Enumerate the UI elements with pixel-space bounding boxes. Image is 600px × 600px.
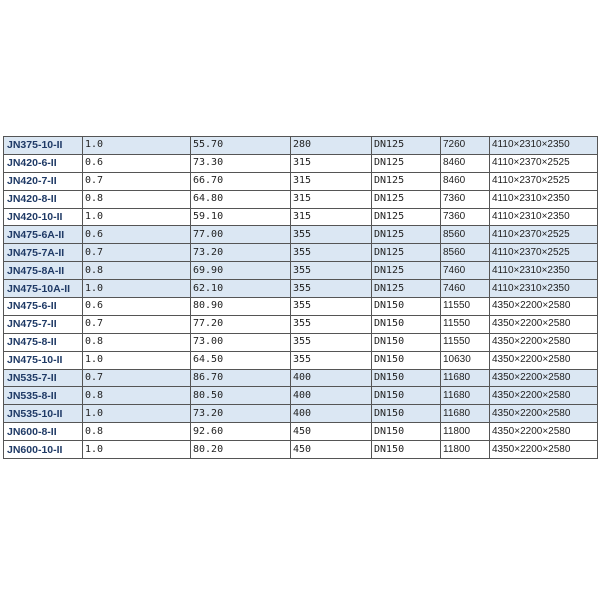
model-cell: JN475-8-II [4, 333, 83, 351]
value-cell-4: 315 [291, 172, 372, 190]
pipe-size-cell: DN125 [372, 226, 441, 244]
value-cell-3: 73.00 [191, 333, 291, 351]
model-cell: JN535-8-II [4, 387, 83, 405]
value-cell-6: 8560 [441, 226, 490, 244]
value-cell-6: 11550 [441, 333, 490, 351]
value-cell-4: 355 [291, 226, 372, 244]
dimensions-cell: 4110×2310×2350 [490, 137, 598, 155]
model-cell: JN600-8-II [4, 423, 83, 441]
table-row [4, 405, 598, 423]
pipe-size-cell: DN125 [372, 137, 441, 155]
pipe-size-cell: DN150 [372, 423, 441, 441]
value-cell-4: 355 [291, 244, 372, 262]
pressure-cell: 1.0 [83, 208, 191, 226]
dimensions-cell: 4110×2310×2350 [490, 280, 598, 298]
value-cell-6: 11680 [441, 387, 490, 405]
value-cell-4: 400 [291, 405, 372, 423]
table-row [4, 172, 598, 190]
value-cell-4: 355 [291, 262, 372, 280]
table-row [4, 369, 598, 387]
value-cell-3: 62.10 [191, 280, 291, 298]
value-cell-4: 315 [291, 190, 372, 208]
spec-sheet [3, 136, 597, 459]
value-cell-6: 11680 [441, 369, 490, 387]
dimensions-cell: 4350×2200×2580 [490, 315, 598, 333]
value-cell-6: 11680 [441, 405, 490, 423]
dimensions-cell: 4110×2310×2350 [490, 262, 598, 280]
pipe-size-cell: DN125 [372, 190, 441, 208]
model-cell: JN420-7-II [4, 172, 83, 190]
value-cell-3: 86.70 [191, 369, 291, 387]
pressure-cell: 0.6 [83, 298, 191, 316]
dimensions-cell: 4110×2370×2525 [490, 244, 598, 262]
value-cell-3: 55.70 [191, 137, 291, 155]
value-cell-3: 64.80 [191, 190, 291, 208]
pressure-cell: 1.0 [83, 405, 191, 423]
model-cell: JN475-6-II [4, 298, 83, 316]
pipe-size-cell: DN150 [372, 405, 441, 423]
value-cell-6: 11800 [441, 441, 490, 459]
value-cell-3: 73.20 [191, 405, 291, 423]
pipe-size-cell: DN150 [372, 315, 441, 333]
dimensions-cell: 4110×2370×2525 [490, 172, 598, 190]
pressure-cell: 1.0 [83, 280, 191, 298]
dimensions-cell: 4350×2200×2580 [490, 423, 598, 441]
value-cell-4: 355 [291, 280, 372, 298]
dimensions-cell: 4350×2200×2580 [490, 405, 598, 423]
table-row [4, 154, 598, 172]
value-cell-3: 92.60 [191, 423, 291, 441]
dimensions-cell: 4110×2370×2525 [490, 226, 598, 244]
pressure-cell: 0.8 [83, 423, 191, 441]
value-cell-4: 280 [291, 137, 372, 155]
pressure-cell: 0.7 [83, 369, 191, 387]
dimensions-cell: 4350×2200×2580 [490, 333, 598, 351]
pressure-cell: 0.6 [83, 154, 191, 172]
pressure-cell: 1.0 [83, 441, 191, 459]
pressure-cell: 0.8 [83, 190, 191, 208]
dimensions-cell: 4350×2200×2580 [490, 351, 598, 369]
value-cell-6: 11550 [441, 315, 490, 333]
value-cell-4: 355 [291, 351, 372, 369]
pipe-size-cell: DN125 [372, 244, 441, 262]
value-cell-6: 8460 [441, 172, 490, 190]
model-cell: JN475-10-II [4, 351, 83, 369]
dimensions-cell: 4110×2310×2350 [490, 208, 598, 226]
model-cell: JN475-6A-II [4, 226, 83, 244]
pipe-size-cell: DN150 [372, 387, 441, 405]
table-row [4, 315, 598, 333]
value-cell-6: 11550 [441, 298, 490, 316]
value-cell-3: 73.20 [191, 244, 291, 262]
pipe-size-cell: DN125 [372, 262, 441, 280]
value-cell-4: 355 [291, 333, 372, 351]
table-row [4, 137, 598, 155]
pipe-size-cell: DN150 [372, 441, 441, 459]
value-cell-4: 450 [291, 441, 372, 459]
table-row [4, 190, 598, 208]
pressure-cell: 0.8 [83, 262, 191, 280]
value-cell-3: 73.30 [191, 154, 291, 172]
model-cell: JN375-10-II [4, 137, 83, 155]
value-cell-3: 80.50 [191, 387, 291, 405]
value-cell-3: 64.50 [191, 351, 291, 369]
table-row [4, 244, 598, 262]
table-row [4, 441, 598, 459]
model-cell: JN535-10-II [4, 405, 83, 423]
value-cell-3: 80.90 [191, 298, 291, 316]
value-cell-3: 80.20 [191, 441, 291, 459]
dimensions-cell: 4350×2200×2580 [490, 298, 598, 316]
model-cell: JN600-10-II [4, 441, 83, 459]
table-row [4, 298, 598, 316]
pipe-size-cell: DN150 [372, 298, 441, 316]
model-cell: JN475-7A-II [4, 244, 83, 262]
value-cell-6: 7460 [441, 280, 490, 298]
value-cell-4: 400 [291, 369, 372, 387]
dimensions-cell: 4350×2200×2580 [490, 387, 598, 405]
table-row [4, 333, 598, 351]
model-cell: JN475-10A-II [4, 280, 83, 298]
value-cell-6: 11800 [441, 423, 490, 441]
value-cell-6: 8560 [441, 244, 490, 262]
model-cell: JN475-8A-II [4, 262, 83, 280]
value-cell-3: 59.10 [191, 208, 291, 226]
table-row [4, 208, 598, 226]
value-cell-6: 7460 [441, 262, 490, 280]
dimensions-cell: 4350×2200×2580 [490, 441, 598, 459]
pressure-cell: 0.8 [83, 387, 191, 405]
pipe-size-cell: DN150 [372, 351, 441, 369]
pipe-size-cell: DN125 [372, 280, 441, 298]
value-cell-4: 450 [291, 423, 372, 441]
value-cell-6: 10630 [441, 351, 490, 369]
model-cell: JN420-8-II [4, 190, 83, 208]
pressure-cell: 0.7 [83, 172, 191, 190]
pipe-size-cell: DN150 [372, 369, 441, 387]
spec-table [3, 136, 598, 459]
model-cell: JN475-7-II [4, 315, 83, 333]
value-cell-4: 400 [291, 387, 372, 405]
dimensions-cell: 4110×2310×2350 [490, 190, 598, 208]
model-cell: JN420-10-II [4, 208, 83, 226]
value-cell-3: 77.20 [191, 315, 291, 333]
table-row [4, 226, 598, 244]
spec-table-body [4, 137, 598, 459]
pipe-size-cell: DN125 [372, 208, 441, 226]
table-row [4, 262, 598, 280]
value-cell-4: 355 [291, 298, 372, 316]
value-cell-6: 7260 [441, 137, 490, 155]
pipe-size-cell: DN125 [372, 154, 441, 172]
value-cell-4: 315 [291, 208, 372, 226]
value-cell-4: 355 [291, 315, 372, 333]
pressure-cell: 0.8 [83, 333, 191, 351]
table-row [4, 280, 598, 298]
pipe-size-cell: DN125 [372, 172, 441, 190]
value-cell-6: 7360 [441, 190, 490, 208]
pipe-size-cell: DN150 [372, 333, 441, 351]
pressure-cell: 1.0 [83, 137, 191, 155]
pressure-cell: 0.7 [83, 244, 191, 262]
value-cell-6: 7360 [441, 208, 490, 226]
value-cell-6: 8460 [441, 154, 490, 172]
dimensions-cell: 4110×2370×2525 [490, 154, 598, 172]
table-row [4, 387, 598, 405]
pressure-cell: 0.6 [83, 226, 191, 244]
table-row [4, 423, 598, 441]
pressure-cell: 0.7 [83, 315, 191, 333]
value-cell-3: 69.90 [191, 262, 291, 280]
model-cell: JN420-6-II [4, 154, 83, 172]
value-cell-3: 77.00 [191, 226, 291, 244]
value-cell-4: 315 [291, 154, 372, 172]
table-row [4, 351, 598, 369]
pressure-cell: 1.0 [83, 351, 191, 369]
dimensions-cell: 4350×2200×2580 [490, 369, 598, 387]
value-cell-3: 66.70 [191, 172, 291, 190]
model-cell: JN535-7-II [4, 369, 83, 387]
